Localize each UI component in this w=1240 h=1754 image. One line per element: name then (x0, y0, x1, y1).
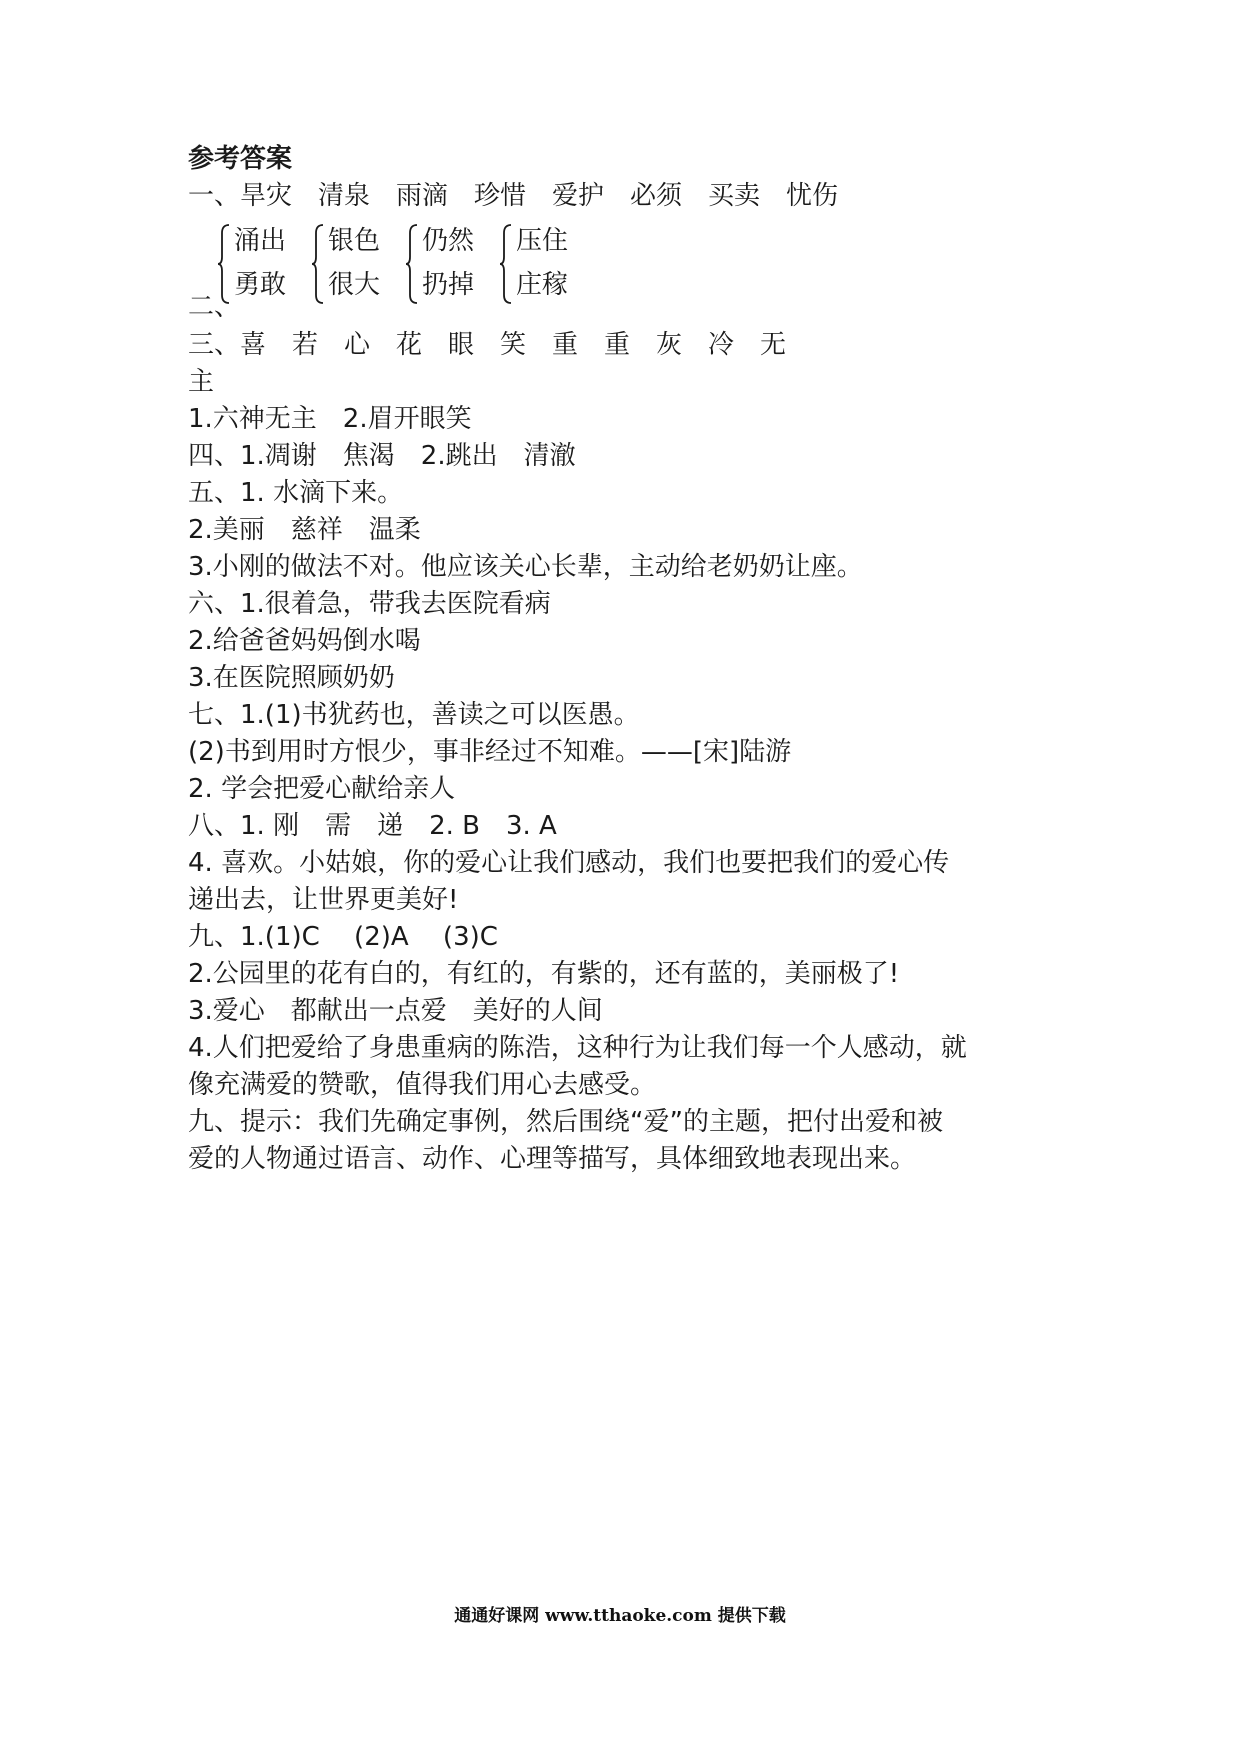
answer-line: 3.小刚的做法不对。他应该关心长辈，主动给老奶奶让座。 (188, 552, 863, 582)
pair-word-bottom: 很大 (328, 270, 381, 300)
brace-icon (406, 223, 418, 305)
answer-line: 1.六神无主 2.眉开眼笑 (188, 404, 472, 434)
answer-line: 六、1.很着急，带我去医院看病 (188, 589, 551, 619)
brace-icon (312, 223, 324, 305)
answer-line: 2.给爸爸妈妈倒水喝 (188, 626, 421, 656)
answer-line: 2.美丽 慈祥 温柔 (188, 515, 421, 545)
pair-word-bottom: 扔掉 (422, 270, 475, 300)
answer-line: 四、1.凋谢 焦渴 2.跳出 清澈 (188, 441, 576, 471)
answer-line: 3.爱心 都献出一点爱 美好的人间 (188, 996, 603, 1026)
pair-word-top: 仍然 (422, 226, 475, 256)
brace-icon (500, 223, 512, 305)
answer-document (188, 140, 1088, 1178)
answer-line: 七、1.(1)书犹药也，善读之可以医愚。 (188, 700, 640, 730)
section-3-continued: 主 (188, 367, 215, 397)
section-2 (188, 215, 1088, 327)
footer-source-note: 通通好课网 www.tthaoke.com 提供下载 (454, 1606, 786, 1626)
answer-line: 2. 学会把爱心献给亲人 (188, 774, 456, 804)
answer-line: 2.公园里的花有白的，有红的，有紫的，还有蓝的，美丽极了! (188, 959, 900, 989)
answer-line: 递出去，让世界更美好! (188, 885, 459, 915)
answer-line: (2)书到用时方恨少，事非经过不知难。——[宋]陆游 (188, 737, 792, 767)
answer-line: 3.在医院照顾奶奶 (188, 663, 395, 693)
answer-line: 九、1.(1)C (2)A (3)C (188, 922, 498, 952)
section-1: 一、旱灾 清泉 雨滴 珍惜 爱护 必须 买卖 忧伤 (188, 181, 839, 211)
pair-word-bottom: 庄稼 (516, 270, 569, 300)
answer-line: 4.人们把爱给了身患重病的陈浩，这种行为让我们每一个人感动，就 (188, 1033, 967, 1063)
pair-word-top: 涌出 (234, 226, 287, 256)
section-2-label: 二、 (188, 292, 241, 322)
answer-line: 八、1. 刚 需 递 2. B 3. A (188, 811, 557, 841)
brace-icon (218, 223, 230, 305)
section-3: 三、喜 若 心 花 眼 笑 重 重 灰 冷 无 (188, 330, 787, 360)
answer-line: 九、提示：我们先确定事例，然后围绕“爱”的主题，把付出爱和被 (188, 1107, 943, 1137)
answer-line: 爱的人物通过语言、动作、心理等描写，具体细致地表现出来。 (188, 1144, 917, 1174)
answer-line: 4. 喜欢。小姑娘，你的爱心让我们感动，我们也要把我们的爱心传 (188, 848, 950, 878)
answer-line: 像充满爱的赞歌，值得我们用心去感受。 (188, 1070, 657, 1100)
page-title: 参考答案 (188, 144, 293, 174)
pair-word-top: 银色 (328, 226, 381, 256)
answer-line: 五、1. 水滴下来。 (188, 478, 404, 508)
pair-word-top: 压住 (516, 226, 569, 256)
pair-word-bottom: 勇敢 (234, 270, 287, 300)
